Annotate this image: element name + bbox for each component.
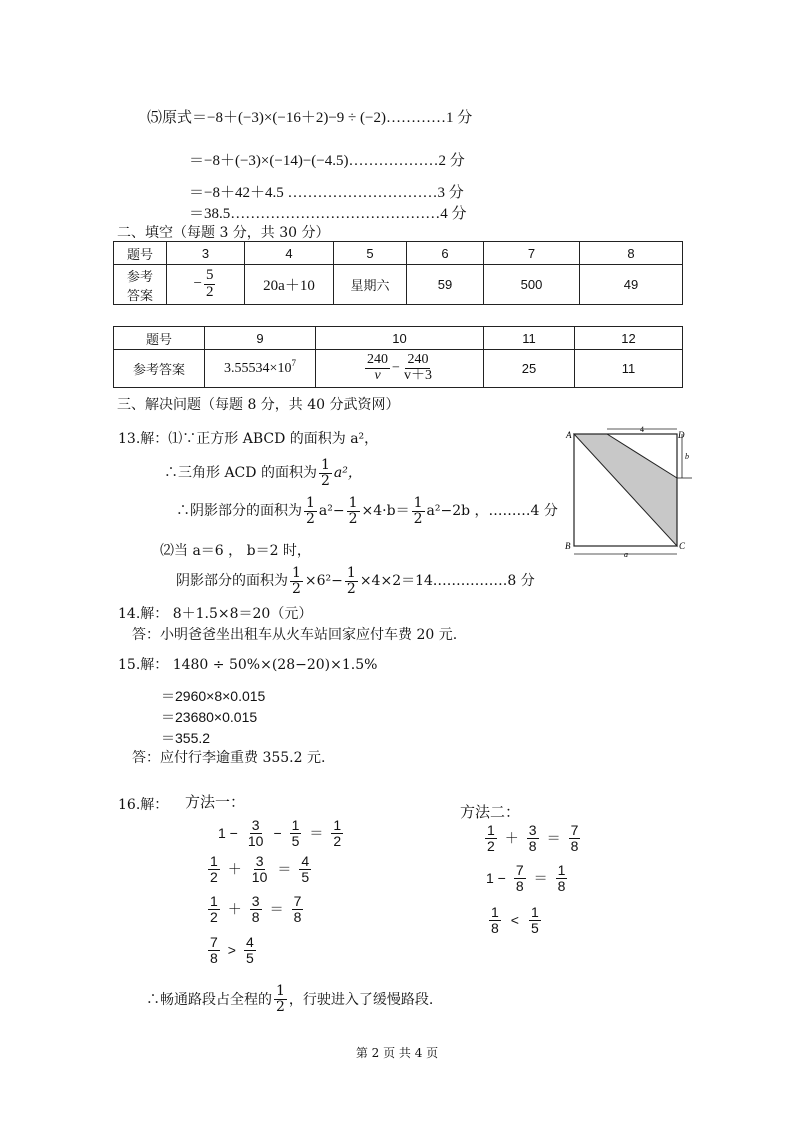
table2-answer-11: 25 <box>484 350 575 388</box>
page-footer: 第 2 页 共 4 页 <box>355 1046 439 1060</box>
table2-header-answer: 参考答案 <box>114 350 205 388</box>
denominator: 5 <box>301 868 310 885</box>
answer-10-fraction-1 <box>365 353 390 383</box>
dim-bottom-label: a <box>624 550 628 559</box>
denominator: 5 <box>291 832 300 849</box>
q5-line-2: ＝−8＋(−3)×(−14)−(−4.5)………………2 分 <box>189 153 465 169</box>
q14-line-2: 答：小明爸爸坐出租车从火车站回家应付车费 20 元. <box>132 627 458 643</box>
operator: ＋ <box>227 861 242 878</box>
denominator: 8 <box>293 908 302 925</box>
q13-half-den: 2 <box>320 472 330 489</box>
fraction <box>208 935 220 965</box>
table1-header-answer-line2: 答案 <box>126 287 153 303</box>
table1-num: 7 <box>484 242 580 265</box>
denominator: 10 <box>247 832 264 849</box>
q13-half-den: 2 <box>292 580 301 597</box>
q13-line-3-part-c: ×4·b＝ <box>361 503 410 520</box>
table1-answer-3 <box>167 265 245 305</box>
q13-half-num: 1 <box>413 495 423 511</box>
numerator: 3 <box>251 893 260 909</box>
answer-3-denominator: 2 <box>205 284 214 300</box>
numerator: 1 <box>210 893 218 909</box>
fraction <box>569 823 581 853</box>
numerator: 1 <box>210 853 218 869</box>
denominator: 8 <box>557 877 566 894</box>
q16-label: 16.解： <box>118 797 169 813</box>
dim-side-label: b <box>685 452 689 461</box>
numerator: 3 <box>251 817 260 833</box>
fraction <box>299 854 311 884</box>
q13-half-num: 1 <box>348 495 358 511</box>
denominator: 5 <box>530 919 539 936</box>
answer-3-numerator: 5 <box>205 267 214 284</box>
m1-row-1 <box>218 818 345 848</box>
q13-line-2-text: ∴三角形 ACD 的面积为 <box>164 465 317 482</box>
fraction <box>208 854 220 884</box>
answer-10-operator: − <box>392 360 400 376</box>
operator: > <box>227 942 236 959</box>
fraction <box>529 905 541 935</box>
numerator: 4 <box>301 853 310 869</box>
m2-row-3 <box>487 905 543 935</box>
operator: < <box>510 912 519 929</box>
denominator: 8 <box>515 877 524 894</box>
table2-num: 12 <box>575 327 683 350</box>
q13-half-fraction <box>274 984 287 1014</box>
table1-num: 3 <box>167 242 245 265</box>
table2-header-qnum: 题号 <box>114 327 205 350</box>
q13-line-5-part-b: ×6²− <box>304 573 343 590</box>
table1-num: 5 <box>334 242 407 265</box>
q13-line-5 <box>176 566 535 596</box>
q13-half-fraction <box>290 566 303 596</box>
numerator: 1 <box>557 862 566 878</box>
fraction <box>250 854 270 884</box>
q5-line-4: ＝38.5……………………………………4 分 <box>189 206 467 222</box>
fraction <box>244 935 256 965</box>
table1-answer-8: 49 <box>580 265 683 305</box>
q13-half-num: 1 <box>346 565 356 581</box>
denominator: 10 <box>251 868 268 885</box>
q5-line-3: ＝−8＋42＋4.5 …………………………3 分 <box>189 185 464 201</box>
answer-10-fraction-2 <box>402 353 434 383</box>
q16-conclusion <box>146 984 433 1014</box>
label-b: B <box>565 541 571 551</box>
table1-answer-7: 500 <box>484 265 580 305</box>
q13-line-4: ⑵当 a＝6 ， b＝2 时， <box>160 543 311 559</box>
fraction <box>556 863 568 893</box>
operator: ＋ <box>504 830 519 847</box>
q15-line-1: 15.解： 1480 ÷ 50%×(28−20)×1.5% <box>118 657 378 673</box>
section-2-title: 二、填空（每题 3 分，共 30 分） <box>117 225 330 241</box>
numerator: 1 <box>487 822 495 838</box>
label-c: C <box>679 541 686 551</box>
equals: ＝ <box>309 825 324 842</box>
answer-9-base: 3.55534×10 <box>224 360 292 376</box>
dim-top-label: 4 <box>640 425 644 434</box>
table1-num: 8 <box>580 242 683 265</box>
table2-num: 9 <box>205 327 316 350</box>
q15-line-3: ＝23680×0.015 <box>161 709 258 725</box>
q13-half-fraction <box>319 458 332 488</box>
q13-half-num: 1 <box>292 565 301 581</box>
table1-num: 4 <box>245 242 334 265</box>
m2-row-2 <box>486 863 569 893</box>
shaded-region <box>574 434 677 546</box>
square-figure <box>560 424 700 564</box>
label-a: A <box>566 430 572 440</box>
answer-table-1 <box>113 241 683 305</box>
answer-3-fraction <box>204 268 216 301</box>
q13-half-fraction <box>347 496 360 526</box>
q13-half-den: 2 <box>413 510 423 527</box>
numerator: 7 <box>210 934 218 950</box>
denominator: 2 <box>210 908 218 925</box>
table1-header-qnum: 题号 <box>114 242 167 265</box>
table2-answer-12: 11 <box>575 350 683 388</box>
m2-row-1 <box>483 823 582 853</box>
table2-num: 11 <box>484 327 575 350</box>
q13-line-3 <box>176 496 558 526</box>
table1-answer-6: 59 <box>407 265 484 305</box>
fraction <box>527 823 539 853</box>
q13-line-3-part-d: a²−2b ，………4 分 <box>426 503 558 520</box>
denominator: 2 <box>333 832 342 849</box>
m1-row-4 <box>206 935 258 965</box>
numerator: 1 <box>333 817 342 833</box>
q13-half-den: 2 <box>306 510 315 527</box>
q13-half-num: 1 <box>306 495 315 511</box>
fraction <box>250 894 262 924</box>
numerator: 7 <box>293 893 302 909</box>
operator: ＋ <box>227 901 242 918</box>
denominator: 2 <box>276 998 285 1015</box>
q13-half-fraction <box>412 496 425 526</box>
operator: − <box>273 825 282 842</box>
numerator: 1 <box>291 817 300 833</box>
q13-half-fraction <box>345 566 358 596</box>
q13-line-3-text: ∴阴影部分的面积为 <box>176 503 302 520</box>
answer-10-den-2: v＋3 <box>403 368 432 383</box>
q15-line-4: ＝355.2 <box>161 730 211 746</box>
q13-half-fraction <box>304 496 317 526</box>
numerator: 7 <box>570 822 579 838</box>
numerator: 3 <box>255 853 264 869</box>
denominator: 8 <box>210 949 218 966</box>
q16-conclusion-text: ∴畅通路段占全程的 <box>146 992 272 1009</box>
answer-10-den-1: v <box>374 368 381 383</box>
table1-header-answer-line1: 参考 <box>126 268 153 284</box>
answer-10-num-1: 240 <box>367 352 389 368</box>
fraction <box>290 818 302 848</box>
fraction <box>331 818 343 848</box>
q13-half-num: 1 <box>320 457 330 473</box>
equals: ＝ <box>546 830 561 847</box>
q16-method-2-title: 方法二： <box>460 803 521 821</box>
table2-answer-10 <box>316 350 484 388</box>
numerator: 1 <box>491 904 499 920</box>
q5-line-1: ⑸原式＝−8＋(−3)×(−16＋2)−9 ÷ (−2)…………1 分 <box>147 110 473 126</box>
numerator: 7 <box>515 862 524 878</box>
m2-r2-lead: 1 − <box>486 870 506 887</box>
section-3-title: 三、解决问题（每题 8 分，共 40 分武资网） <box>117 397 400 413</box>
q13-line-1: 13.解：⑴∵正方形 ABCD 的面积为 a²， <box>118 431 379 447</box>
denominator: 8 <box>570 837 579 854</box>
denominator: 5 <box>245 949 254 966</box>
q13-line-2 <box>164 458 362 488</box>
denominator: 8 <box>251 908 260 925</box>
denominator: 8 <box>528 837 537 854</box>
q16-method-1-title: 方法一： <box>185 793 246 811</box>
numerator: 4 <box>245 934 254 950</box>
table1-num: 6 <box>407 242 484 265</box>
fraction <box>292 894 304 924</box>
table1-header-answer <box>114 265 167 305</box>
q14-line-1: 14.解： 8＋1.5×8＝20（元） <box>118 606 313 622</box>
m1-row-3 <box>206 894 305 924</box>
q13-line-5-text: 阴影部分的面积为 <box>176 573 288 590</box>
numerator: 1 <box>276 983 285 999</box>
denominator: 2 <box>487 837 495 854</box>
q13-half-den: 2 <box>346 580 356 597</box>
table2-num: 10 <box>316 327 484 350</box>
q13-line-5-part-c: ×4×2＝14.……………8 分 <box>359 573 535 590</box>
m1-r1-lead: 1 − <box>218 825 238 842</box>
equals: ＝ <box>269 901 284 918</box>
q13-line-3-part-b: a²− <box>318 503 345 520</box>
fraction <box>246 818 266 848</box>
table1-answer-4: 20a＋10 <box>245 265 334 305</box>
fraction <box>208 894 220 924</box>
table1-answer-5: 星期六 <box>334 265 407 305</box>
equals: ＝ <box>533 870 548 887</box>
fraction <box>514 863 526 893</box>
q15-answer: 答：应付行李逾重费 355.2 元. <box>132 750 326 766</box>
m1-row-2 <box>206 854 313 884</box>
q13-line-2-tail: a²， <box>333 465 362 482</box>
answer-3-sign: − <box>193 275 202 292</box>
answer-9-exponent: 7 <box>291 357 296 368</box>
q13-half-den: 2 <box>348 510 358 527</box>
answer-10-num-2: 240 <box>407 352 429 368</box>
numerator: 1 <box>530 904 539 920</box>
denominator: 2 <box>210 868 218 885</box>
label-d: D <box>678 430 685 440</box>
q15-line-2: ＝2960×8×0.015 <box>161 688 266 704</box>
numerator: 3 <box>528 822 537 838</box>
q16-conclusion-tail: ，行驶进入了缓慢路段. <box>288 992 434 1009</box>
answer-table-2 <box>113 326 683 388</box>
denominator: 8 <box>491 919 499 936</box>
fraction <box>485 823 497 853</box>
table2-answer-9 <box>205 350 316 388</box>
equals: ＝ <box>277 861 292 878</box>
fraction <box>489 905 501 935</box>
